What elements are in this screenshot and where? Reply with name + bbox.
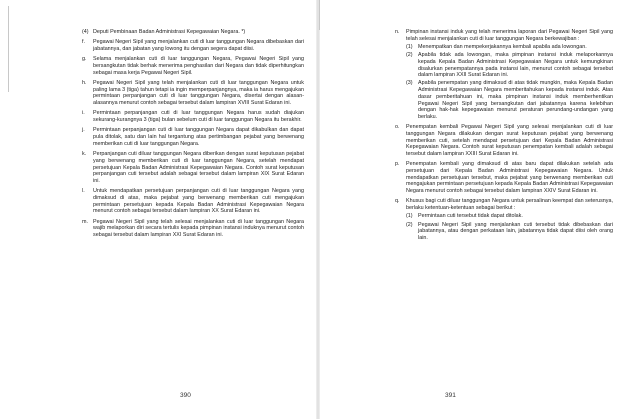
sub-item: (2) Pegawai Negeri Sipil yang menjalankan cuti tersebut tidak dibebaskan dari jabatannya, atau dengan perkataan lain, jabatannya tidak dapat diisi oleh orang lain.	[406, 221, 613, 241]
sub-item: (1) Menempatkan dan mempekerjakannya kembali apabila ada lowongan.	[406, 43, 587, 50]
left-column	[82, 29, 304, 242]
list-item: l. Untuk mendapatkan persetujuan perpanjangan cuti di luar tanggungan Negara yang dimaksud di atas, maka pejabat yang berwenang memberikan cuti mengajukan permintaan persetujuan kepada Kepala Badan Administrasi Kepegawaian Negara menurut contoh sebagai tersebut dalam lampiran XX Surat Edaran ini.	[82, 188, 304, 215]
list-item: f. Pegawai Negeri Sipil yang menjalankan cuti di luar tanggungan Negara dibebaskan dari jabatannya, dan jabatan yang lowong itu dengan segera dapat diisi.	[82, 39, 304, 52]
list-item: q. Khusus bagi cuti diluar tanggungan Negara untuk persalinan keempat dan seterusnya, berlaku ketentuan-ketentuan sebagai berikut : (1) Permintaan cuti tersebut tidak dapat ditolak. (2) Pegawai Negeri Sipil yang menjalankan cuti tersebut tidak dibebaskan dari jabatannya, atau dengan perkataan lain, jabatannya tidak dapat diisi oleh orang lain.	[395, 198, 613, 241]
sub-item: (1) Permintaan cuti tersebut tidak dapat ditolak.	[406, 213, 523, 220]
right-column	[395, 29, 613, 245]
list-item: i. Permintaan perpanjangan cuti di luar tanggungan Negara harus sudah diajukan sekurang-kurangnya 3 (tiga) bulan sebelum cuti di luar tanggungan Negara itu berakhir.	[82, 110, 304, 124]
scan-margin-mark	[319, 0, 320, 30]
list-item: g. Selama menjalankan cuti di luar tanggungan Negara, Pegawai Negeri Sipil yang bersangkutan tidak berhak menerima penghasilan dari Negara dan tidak diperhitungkan sebagai masa kerja Pegawai Negeri Sipil.	[82, 56, 304, 76]
list-item: h. Pegawai Negeri Sipil yang telah menjalankan cuti di luar tanggungan Negara untuk paling lama 3 (tiga) tahun tetapi ia ingin memperpanjangnya, maka ia harus mengajukan permintaan perpanjangan cuti di luar tanggungan Negara, disertai dengan alasan-alasannya menurut contoh sebagai tersebut dalam lampiran XVIII Surat Edaran ini.	[82, 80, 304, 107]
list-item: m. Pegawai Negeri Sipil yang telah selesai menjalankan cuti di luar tanggungan Negara wajib melaporkan diri secara tertulis kepada pimpinan instansi induknya menurut contoh sebagai tersebut dalam lampiran XXI Surat Edaran ini.	[82, 218, 304, 239]
list-item: (4) Deputi Pembinaan Badan Administrasi Kepegawaian Negara. *)	[82, 29, 246, 35]
scan-margin-mark	[8, 6, 9, 92]
sub-item: (2) Apabila tidak ada lowongan, maka pimpinan instansi induk melaporkannya kepada Kepala Badan Administrasi Kepegawaian Negara untuk kemungkinan disalurkan penempatannya pada instansi lain, menurut contoh sebagai tersebut dalam lampiran XXII Surat Edaran ini.	[406, 52, 613, 79]
list-item: p. Penempatan kembali yang dimaksud di atas baru dapat dilakukan setelah ada persetujuan dari Kepala Badan Administrasi Kepegawaian Negara. Untuk mendapatkan persetujuan tersebut, maka pejabat yang berwenang memberikan cuti mengajukan permintaan persetujuan kepada Kepala Badan Administrasi Kepegawaian Negara menurut contoh sebagai tersebut dalam lampiran XXIV Surat Edaran ini.	[395, 161, 613, 195]
list-item: j. Permintaan perpanjangan cuti di luar tanggungan Negara dapat dikabulkan dan dapat pula ditolak, satu dan lain hal tergantung atas pertimbangan pejabat yang berwenang memberikan cuti di luar tanggungan Negara.	[82, 127, 304, 147]
right-page	[319, 0, 638, 419]
list-item: k. Perpanjangan cuti diluar tanggungan Negara diberikan dengan surat keputusan pejabat yang berwenang memberikan cuti di luar tanggungan Negara, setelah mendapat persetujuan Kepala Badan Administrasi Kepegawaian Negara. Contoh surat keputusan perpanjangan cuti tersebut adalah sebagai tersebut dalam lampiran XIX Surat Edaran ini.	[82, 151, 304, 184]
page-number: 390	[180, 392, 191, 399]
list-item: o. Penempatan kembali Pegawai Negeri Sipil yang selesai menjalankan cuti di luar tanggungan Negara dilakukan dengan surat keputusan pejabat yang berwenang memberikan cuti, setelah mendapat persetujuan dari Kepala Badan Administrasi Kepegawaian Negara. Contoh surat keputusan penempatan kembali adalah sebagai tersebut dalam lampiran XXIII Surat Edaran ini.	[395, 124, 613, 158]
sub-item: (3) Apabila penempatan yang dimaksud di atas tidak mungkin, maka Kepala Badan Administrasi Kepegawaian Negara memberitahukan kepada instansi induk. Atas dasar pemberitahuan ini, maka pimpinan instansi induk memberhentikan Pegawai Negeri Sipil yang bersangkutan dari jabatannya karena kelebihan dengan hak-hak kepegawaian menurut peraturan perundang-undangan yang berlaku.	[406, 80, 613, 120]
list-item: n. Pimpinan instansi induk yang telah menerima laporan dari Pegawai Negeri Sipil yang telah selesai menjalankan cuti di luar tanggungan Negara berkewajiban : (1) Menempatkan dan mempekerjakannya kembali apabila ada lowongan. (2) Apabila tidak ada lowongan, maka pimpinan instansi induk melaporkannya kepada Kepala Badan Administrasi Kepegawaian Negara untuk kemungkinan disalurkan penempatannya pada instansi lain, menurut contoh sebagai tersebut dalam lampiran XXII Surat Edaran ini. (3) Apabila penempatan yang dimaksud di atas tidak mungkin, maka Kepala Badan Administrasi Kepegawaian Negara memberitahukan kepada instansi induk. Atas dasar pemberitahuan ini, maka pimpinan instansi induk memberhentikan Pegawai Negeri Sipil yang bersangkutan dari jabatannya karena kelebihan dengan hak-hak kepegawaian menurut peraturan perundang-undangan yang berlaku.	[395, 29, 613, 120]
page-number: 391	[445, 392, 456, 399]
